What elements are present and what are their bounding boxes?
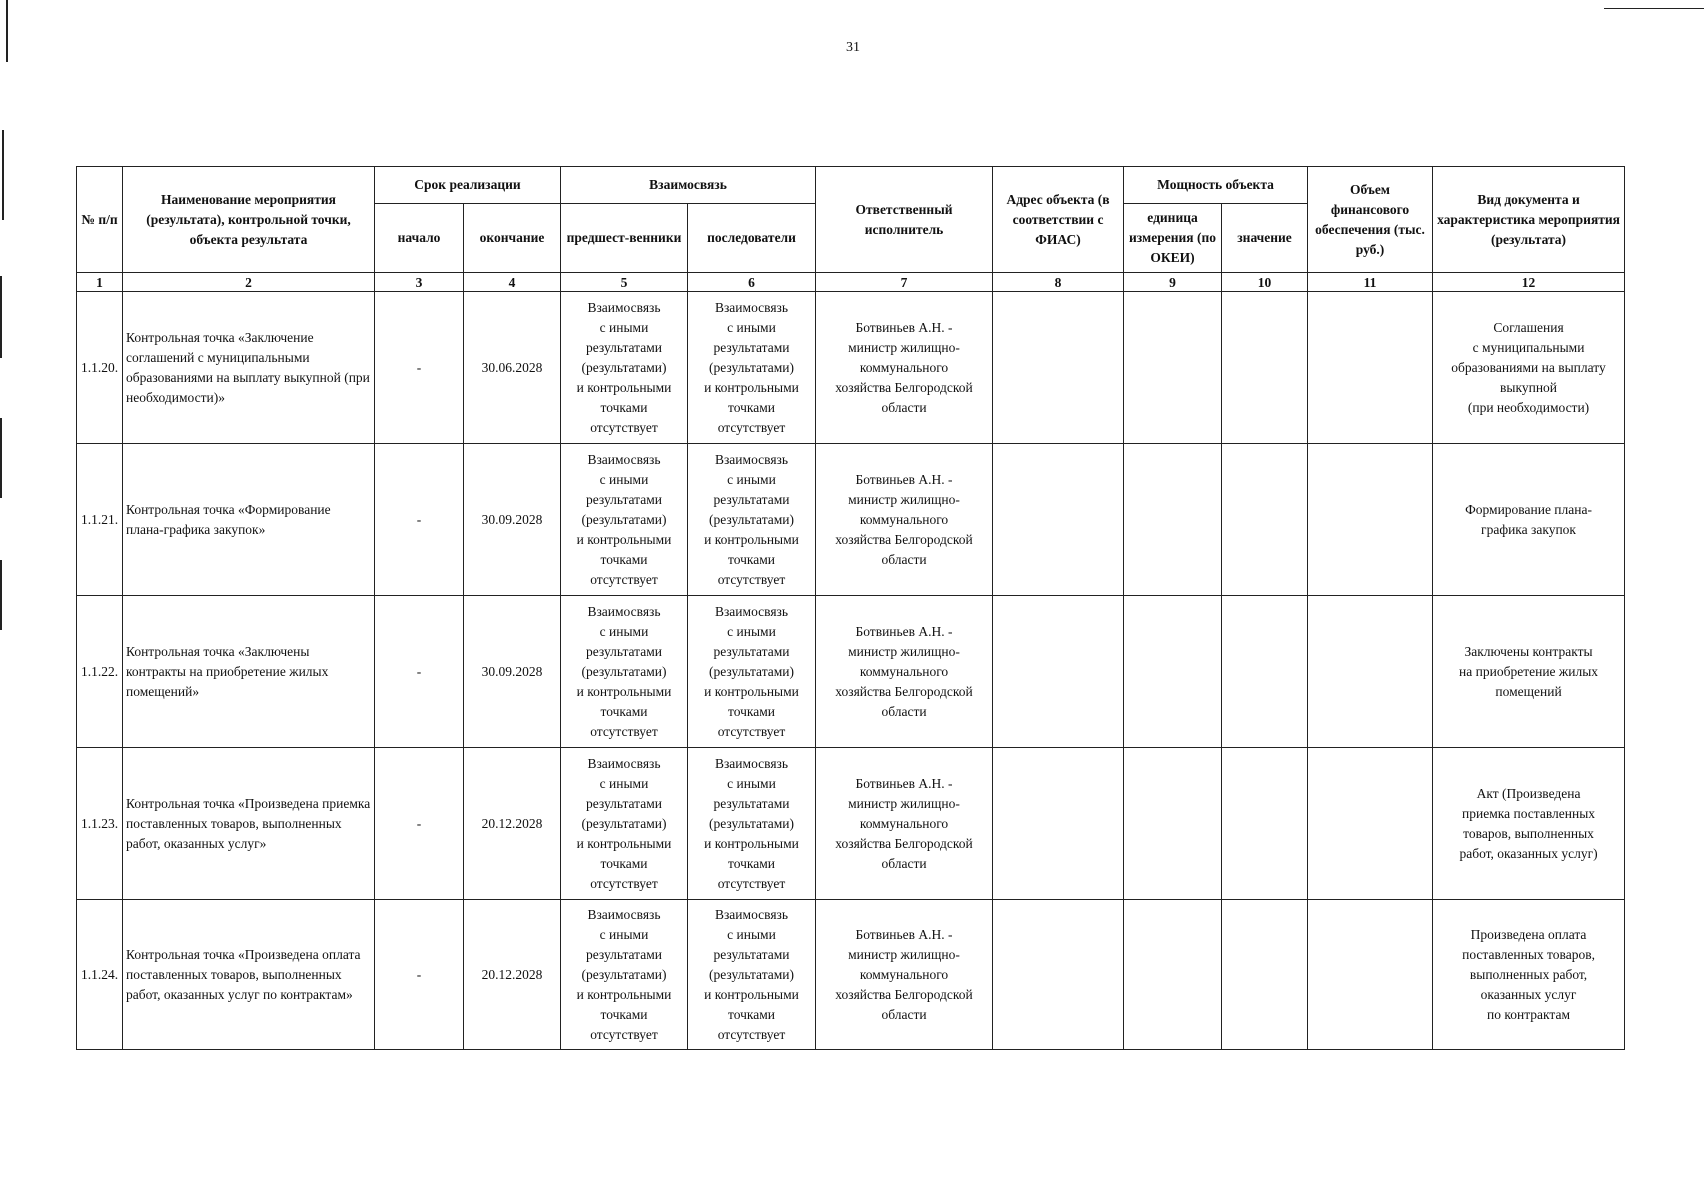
row-number: 1.1.24.: [77, 900, 123, 1050]
row-unit: [1124, 444, 1222, 596]
row-predecessors: Взаимосвязь с иными результатами (результатами) и контрольными точками отсутствует: [561, 596, 688, 748]
header-responsible: Ответственный исполнитель: [816, 167, 993, 273]
row-end: 30.09.2028: [464, 596, 561, 748]
row-name: Контрольная точка «Произведена приемка поставленных товаров, выполненных работ, оказанных услуг»: [123, 748, 375, 900]
row-successors: Взаимосвязь с иными результатами (результатами) и контрольными точками отсутствует: [688, 444, 816, 596]
column-number: 5: [561, 273, 688, 292]
table-row: [77, 596, 1625, 748]
column-number: 10: [1222, 273, 1308, 292]
activity-table: [76, 166, 1625, 1050]
row-finance: [1308, 292, 1433, 444]
row-unit: [1124, 748, 1222, 900]
row-start: -: [375, 292, 464, 444]
row-unit: [1124, 292, 1222, 444]
row-finance: [1308, 596, 1433, 748]
scan-edge-mark: [0, 276, 2, 358]
row-address: [993, 292, 1124, 444]
row-doc: Соглашения с муниципальными образованиями на выплату выкупной (при необходимости): [1433, 292, 1625, 444]
header-address: Адрес объекта (в соответствии с ФИАС): [993, 167, 1124, 273]
row-address: [993, 748, 1124, 900]
row-responsible: Ботвиньев А.Н. - министр жилищно- коммунального хозяйства Белгородской области: [816, 900, 993, 1050]
row-end: 20.12.2028: [464, 900, 561, 1050]
table-row: [77, 292, 1625, 444]
row-number: 1.1.20.: [77, 292, 123, 444]
row-start: -: [375, 444, 464, 596]
row-responsible: Ботвиньев А.Н. - министр жилищно- коммунального хозяйства Белгородской области: [816, 748, 993, 900]
column-number: 8: [993, 273, 1124, 292]
scan-edge-mark: [1604, 8, 1704, 9]
table-row: [77, 444, 1625, 596]
row-address: [993, 900, 1124, 1050]
row-address: [993, 596, 1124, 748]
table-row: [77, 900, 1625, 1050]
row-value: [1222, 748, 1308, 900]
row-end: 20.12.2028: [464, 748, 561, 900]
header-relation: Взаимосвязь: [561, 167, 816, 204]
row-name: Контрольная точка «Формирование плана-графика закупок»: [123, 444, 375, 596]
row-finance: [1308, 900, 1433, 1050]
row-successors: Взаимосвязь с иными результатами (результатами) и контрольными точками отсутствует: [688, 900, 816, 1050]
header-finance: Объем финансового обеспечения (тыс. руб.): [1308, 167, 1433, 273]
row-value: [1222, 444, 1308, 596]
row-successors: Взаимосвязь с иными результатами (результатами) и контрольными точками отсутствует: [688, 596, 816, 748]
header-relation-succ: последователи: [688, 204, 816, 273]
column-number: 2: [123, 273, 375, 292]
row-responsible: Ботвиньев А.Н. - министр жилищно- коммунального хозяйства Белгородской области: [816, 292, 993, 444]
row-number: 1.1.21.: [77, 444, 123, 596]
row-name: Контрольная точка «Заключены контракты на приобретение жилых помещений»: [123, 596, 375, 748]
table-row: [77, 748, 1625, 900]
row-predecessors: Взаимосвязь с иными результатами (результатами) и контрольными точками отсутствует: [561, 748, 688, 900]
column-number: 11: [1308, 273, 1433, 292]
row-doc: Произведена оплата поставленных товаров, выполненных работ, оказанных услуг по контрактам: [1433, 900, 1625, 1050]
header-period-end: окончание: [464, 204, 561, 273]
row-doc: Заключены контракты на приобретение жилых помещений: [1433, 596, 1625, 748]
scan-edge-mark: [0, 418, 2, 498]
row-number: 1.1.23.: [77, 748, 123, 900]
row-predecessors: Взаимосвязь с иными результатами (результатами) и контрольными точками отсутствует: [561, 292, 688, 444]
column-number: 4: [464, 273, 561, 292]
row-doc: Формирование плана- графика закупок: [1433, 444, 1625, 596]
column-number: 3: [375, 273, 464, 292]
header-relation-pred: предшест-венники: [561, 204, 688, 273]
header-capacity-unit: единица измерения (по ОКЕИ): [1124, 204, 1222, 273]
row-start: -: [375, 596, 464, 748]
row-successors: Взаимосвязь с иными результатами (результатами) и контрольными точками отсутствует: [688, 748, 816, 900]
column-number: 6: [688, 273, 816, 292]
row-unit: [1124, 900, 1222, 1050]
scan-edge-mark: [0, 560, 2, 630]
column-number: 7: [816, 273, 993, 292]
row-predecessors: Взаимосвязь с иными результатами (результатами) и контрольными точками отсутствует: [561, 900, 688, 1050]
row-name: Контрольная точка «Заключение соглашений с муниципальными образованиями на выплату выкупной (при необходимости)»: [123, 292, 375, 444]
row-finance: [1308, 444, 1433, 596]
row-predecessors: Взаимосвязь с иными результатами (результатами) и контрольными точками отсутствует: [561, 444, 688, 596]
row-responsible: Ботвиньев А.Н. - министр жилищно- коммунального хозяйства Белгородской области: [816, 444, 993, 596]
row-end: 30.09.2028: [464, 444, 561, 596]
row-responsible: Ботвиньев А.Н. - министр жилищно- коммунального хозяйства Белгородской области: [816, 596, 993, 748]
row-finance: [1308, 748, 1433, 900]
row-address: [993, 444, 1124, 596]
row-end: 30.06.2028: [464, 292, 561, 444]
row-unit: [1124, 596, 1222, 748]
row-name: Контрольная точка «Произведена оплата поставленных товаров, выполненных работ, оказанных услуг по контрактам»: [123, 900, 375, 1050]
header-capacity: Мощность объекта: [1124, 167, 1308, 204]
row-successors: Взаимосвязь с иными результатами (результатами) и контрольными точками отсутствует: [688, 292, 816, 444]
column-number: 9: [1124, 273, 1222, 292]
header-name: Наименование мероприятия (результата), контрольной точки, объекта результата: [123, 167, 375, 273]
header-period-start: начало: [375, 204, 464, 273]
header-no: № п/п: [77, 167, 123, 273]
row-start: -: [375, 900, 464, 1050]
column-number: 1: [77, 273, 123, 292]
scan-edge-mark: [2, 130, 4, 220]
row-number: 1.1.22.: [77, 596, 123, 748]
header-doc-type: Вид документа и характеристика мероприятия (результата): [1433, 167, 1625, 273]
page-number: 31: [846, 40, 860, 55]
header-capacity-value: значение: [1222, 204, 1308, 273]
row-doc: Акт (Произведена приемка поставленных товаров, выполненных работ, оказанных услуг): [1433, 748, 1625, 900]
row-value: [1222, 596, 1308, 748]
row-value: [1222, 292, 1308, 444]
row-value: [1222, 900, 1308, 1050]
column-number: 12: [1433, 273, 1625, 292]
header-period: Срок реализации: [375, 167, 561, 204]
row-start: -: [375, 748, 464, 900]
